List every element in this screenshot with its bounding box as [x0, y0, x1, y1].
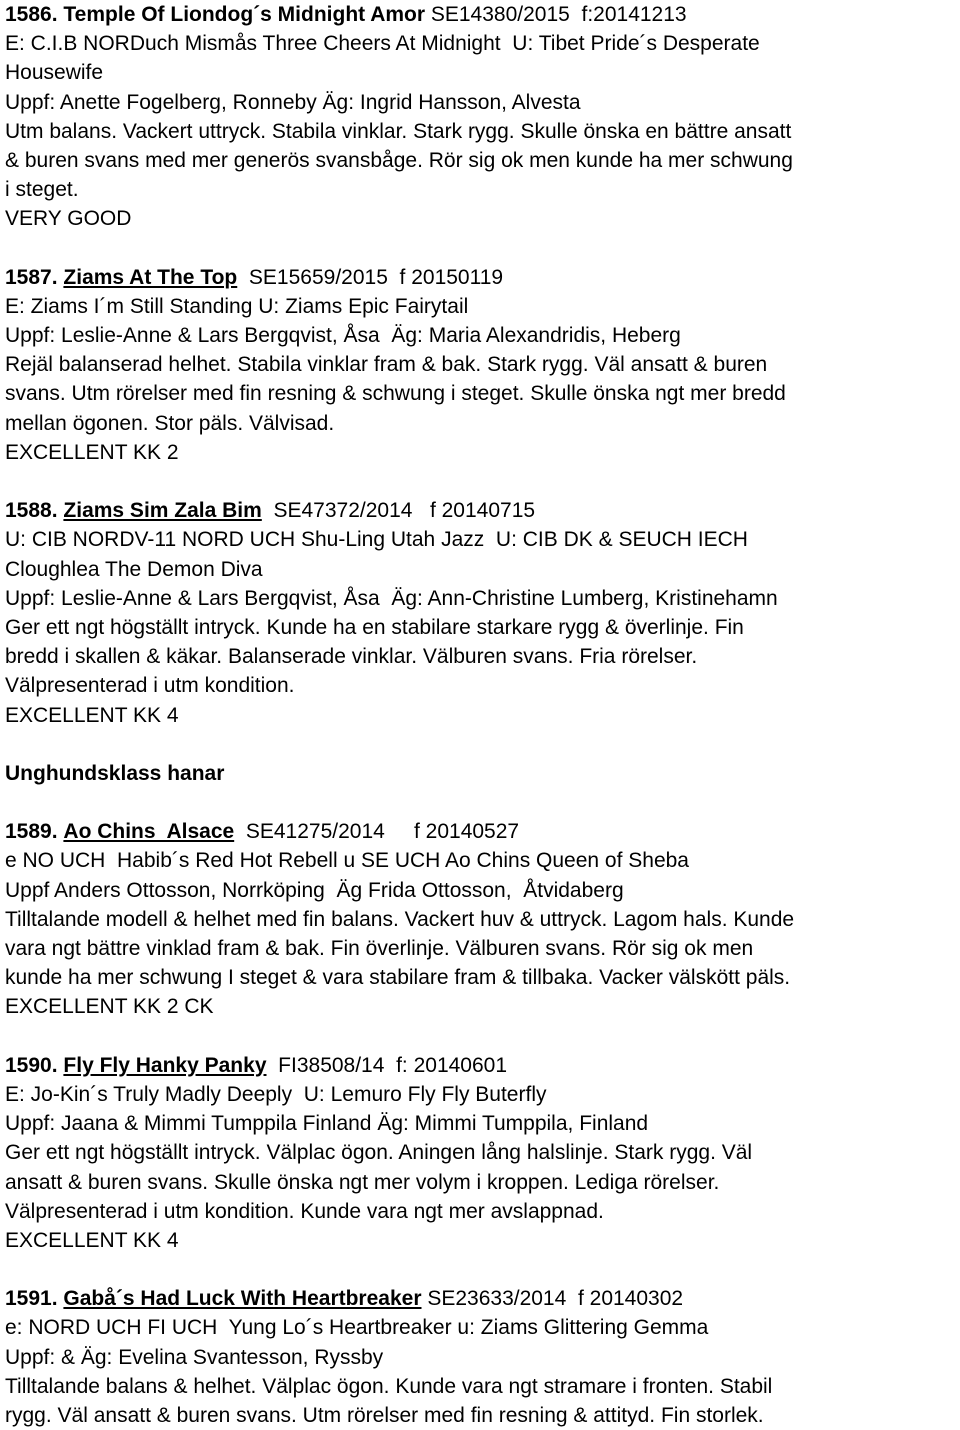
- entry-number: 1587.: [5, 265, 58, 289]
- entry-line: Uppf: & Äg: Evelina Svantesson, Ryssby: [5, 1345, 384, 1369]
- entry-line: Ger ett ngt högställt intryck. Välplac ögon. Aningen lång halslinje. Stark rygg. Väl: [5, 1141, 753, 1165]
- spacer: [5, 1255, 955, 1284]
- entry-line: E: Ziams I´m Still Standing U: Ziams Epic Fairytail: [5, 294, 469, 318]
- entry-line: Cloughlea The Demon Diva: [5, 557, 263, 581]
- entry-number: 1589.: [5, 820, 58, 844]
- entry-grade: EXCELLENT KK 2: [5, 440, 179, 464]
- entry-line: kunde ha mer schwung I steget & vara stabilare fram & tillbaka. Vacker välskött päls.: [5, 966, 791, 990]
- entry-header: [5, 1051, 955, 1080]
- entry-line: e: NORD UCH FI UCH Yung Lo´s Heartbreaker u: Ziams Glittering Gemma: [5, 1316, 709, 1340]
- entry-line: Uppf: Leslie-Anne & Lars Bergqvist, Åsa Äg: Ann-Christine Lumberg, Kristinehamn: [5, 586, 778, 610]
- dog-name: Temple Of Liondog´s Midnight Amor: [63, 3, 426, 26]
- entry-line: svans. Utm rörelser med fin resning & schwung i steget. Skulle önska ngt mer bredd: [5, 382, 786, 406]
- catalog-entry: [5, 263, 955, 467]
- entry-grade: EXCELLENT KK 4: [5, 703, 179, 727]
- entry-line: Välpresenterad i utm kondition. Kunde vara ngt mer avslappnad.: [5, 1199, 604, 1223]
- catalog-entry: [5, 1284, 955, 1430]
- entry-number: 1586.: [5, 3, 58, 26]
- entry-line: e NO UCH Habib´s Red Hot Rebell u SE UCH Ao Chins Queen of Sheba: [5, 849, 689, 873]
- catalog-entry: [5, 496, 955, 730]
- entry-line: bredd i skallen & käkar. Balanserade vinklar. Välburen svans. Fria rörelser.: [5, 645, 698, 669]
- registration: FI38508/14 f: 20140601: [266, 1053, 508, 1077]
- entry-line: Tilltalande balans & helhet. Välplac ögon. Kunde vara ngt stramare i fronten. Stabil: [5, 1374, 773, 1398]
- entry-line: rygg. Väl ansatt & buren svans. Utm rörelser med fin resning & attityd. Fin storlek.: [5, 1404, 764, 1427]
- entry-line: & buren svans med mer generös svansbåge. Rör sig ok men kunde ha mer schwung: [5, 148, 793, 172]
- entry-grade: VERY GOOD: [5, 207, 132, 231]
- dog-name: Ziams Sim Zala Bim: [63, 499, 262, 523]
- entry-grade: EXCELLENT KK 2 CK: [5, 995, 214, 1019]
- entry-line: Uppf: Jaana & Mimmi Tumppila Finland Äg: Mimmi Tumppila, Finland: [5, 1112, 649, 1136]
- entry-header: [5, 817, 955, 846]
- spacer: [5, 788, 955, 817]
- catalog-entry: [5, 817, 955, 1021]
- entry-line: Utm balans. Vackert uttryck. Stabila vinklar. Stark rygg. Skulle önska en bättre ansatt: [5, 119, 792, 143]
- dog-name: Ao Chins Alsace: [63, 820, 235, 844]
- entry-number: 1588.: [5, 499, 58, 523]
- entry-line: vara ngt bättre vinklad fram & bak. Fin överlinje. Välburen svans. Rör sig ok men: [5, 937, 754, 960]
- entry-line: Ger ett ngt högställt intryck. Kunde ha en stabilare starkare rygg & överlinje. Fin: [5, 615, 744, 639]
- registration: SE14380/2015 f:20141213: [425, 3, 687, 26]
- entry-line: E: Jo-Kin´s Truly Madly Deeply U: Lemuro Fly Fly Buterfly: [5, 1082, 547, 1106]
- spacer: [5, 730, 955, 759]
- catalog-entry: [5, 1051, 955, 1255]
- registration: SE47372/2014 f 20140715: [261, 499, 536, 523]
- entry-line: mellan ögonen. Stor päls. Välvisad.: [5, 411, 335, 435]
- entry-header: [5, 496, 955, 525]
- spacer: [5, 1022, 955, 1051]
- entry-number: 1591.: [5, 1287, 58, 1311]
- spacer: [5, 234, 955, 263]
- entry-grade: EXCELLENT KK 4: [5, 1228, 179, 1252]
- entry-line: i steget.: [5, 178, 79, 202]
- catalog-entry: [5, 0, 955, 234]
- entry-header: [5, 263, 955, 292]
- entry-line: Housewife: [5, 61, 104, 85]
- registration: SE23633/2014 f 20140302: [421, 1287, 684, 1311]
- document-page: [5, 0, 955, 1430]
- entry-line: Rejäl balanserad helhet. Stabila vinklar fram & bak. Stark rygg. Väl ansatt & buren: [5, 353, 768, 377]
- dog-name: Ziams At The Top: [63, 265, 238, 289]
- registration: SE41275/2014 f 20140527: [234, 820, 520, 844]
- entry-header: [5, 1284, 955, 1313]
- entry-line: Uppf: Leslie-Anne & Lars Bergqvist, Åsa Äg: Maria Alexandridis, Heberg: [5, 324, 681, 348]
- dog-name: Fly Fly Hanky Panky: [63, 1053, 267, 1077]
- entry-header: [5, 0, 955, 29]
- entry-line: Välpresenterad i utm kondition.: [5, 674, 295, 698]
- entry-line: ansatt & buren svans. Skulle önska ngt mer volym i kroppen. Lediga rörelser.: [5, 1170, 720, 1194]
- entry-line: U: CIB NORDV-11 NORD UCH Shu-Ling Utah Jazz U: CIB DK & SEUCH IECH: [5, 528, 748, 552]
- entry-line: E: C.I.B NORDuch Mismås Three Cheers At Midnight U: Tibet Pride´s Desperate: [5, 32, 760, 56]
- entry-line: Uppf Anders Ottosson, Norrköping Äg Frida Ottosson, Åtvidaberg: [5, 878, 624, 902]
- dog-name: Gabå´s Had Luck With Heartbreaker: [63, 1287, 422, 1311]
- entry-line: Tilltalande modell & helhet med fin balans. Vackert huv & uttryck. Lagom hals. Kunde: [5, 907, 795, 931]
- registration: SE15659/2015 f 20150119: [237, 265, 504, 289]
- entry-number: 1590.: [5, 1053, 58, 1077]
- spacer: [5, 467, 955, 496]
- entry-line: Uppf: Anette Fogelberg, Ronneby Äg: Ingrid Hansson, Alvesta: [5, 90, 581, 114]
- section-heading: Unghundsklass hanar: [5, 761, 225, 785]
